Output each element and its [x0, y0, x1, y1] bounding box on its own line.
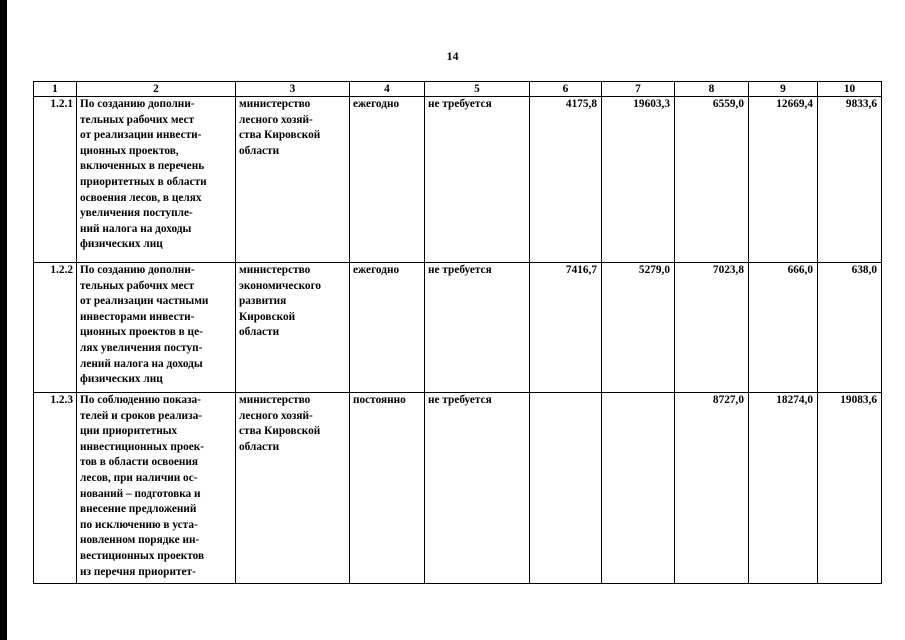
- row-value-7: 5279,0: [602, 263, 675, 393]
- table-row: [34, 97, 882, 263]
- row-value-6: [530, 393, 602, 584]
- row-value-9: 12669,4: [749, 97, 818, 263]
- row-value-6: 4175,8: [530, 97, 602, 263]
- row-period: ежегодно: [350, 263, 425, 393]
- row-value-8: 7023,8: [675, 263, 749, 393]
- column-header: 9: [749, 82, 818, 97]
- table-row: [34, 393, 882, 584]
- row-description: По созданию дополни- тельных рабочих мест от реализации инвести- ционных проектов, включенных в перечень приоритетных в области освоения лесов, в целях увеличения поступле- ний налога на доходы физических лиц: [77, 97, 236, 263]
- column-header: 10: [818, 82, 882, 97]
- row-funding: не требуется: [425, 393, 530, 584]
- row-value-9: 18274,0: [749, 393, 818, 584]
- row-value-6: 7416,7: [530, 263, 602, 393]
- column-header: 2: [77, 82, 236, 97]
- row-code: 1.2.2: [34, 263, 77, 393]
- row-executor: министерство лесного хозяй- ства Кировской области: [236, 393, 350, 584]
- column-header: 7: [602, 82, 675, 97]
- table-header-row: [34, 82, 882, 97]
- scan-edge-bar: [0, 0, 7, 640]
- row-value-8: 6559,0: [675, 97, 749, 263]
- column-header: 1: [34, 82, 77, 97]
- row-description: По соблюдению показа- телей и сроков реализа- ции приоритетных инвестиционных проек- тов в области освоения лесов, при наличии ос- нований – подготовка и внесение предложений по исключению в уста- новленном порядке ин- вестиционных проектов из перечня приоритет-: [77, 393, 236, 584]
- row-value-7: 19603,3: [602, 97, 675, 263]
- row-value-7: [602, 393, 675, 584]
- activities-table: [33, 81, 882, 584]
- row-value-10: 638,0: [818, 263, 882, 393]
- column-header: 5: [425, 82, 530, 97]
- row-value-9: 666,0: [749, 263, 818, 393]
- column-header: 6: [530, 82, 602, 97]
- row-executor: министерство лесного хозяй- ства Кировской области: [236, 97, 350, 263]
- column-header: 3: [236, 82, 350, 97]
- table-row: [34, 263, 882, 393]
- row-code: 1.2.3: [34, 393, 77, 584]
- row-value-10: 19083,6: [818, 393, 882, 584]
- row-description: По созданию дополни- тельных рабочих мест от реализации частными инвесторами инвести- ционных проектов в це- лях увеличения поступ- лений налога на доходы физических лиц: [77, 263, 236, 393]
- row-value-8: 8727,0: [675, 393, 749, 584]
- column-header: 4: [350, 82, 425, 97]
- row-period: постоянно: [350, 393, 425, 584]
- column-header: 8: [675, 82, 749, 97]
- row-funding: не требуется: [425, 263, 530, 393]
- page-number: 14: [446, 49, 459, 63]
- row-value-10: 9833,6: [818, 97, 882, 263]
- row-funding: не требуется: [425, 97, 530, 263]
- row-period: ежегодно: [350, 97, 425, 263]
- row-code: 1.2.1: [34, 97, 77, 263]
- row-executor: министерство экономического развития Кировской области: [236, 263, 350, 393]
